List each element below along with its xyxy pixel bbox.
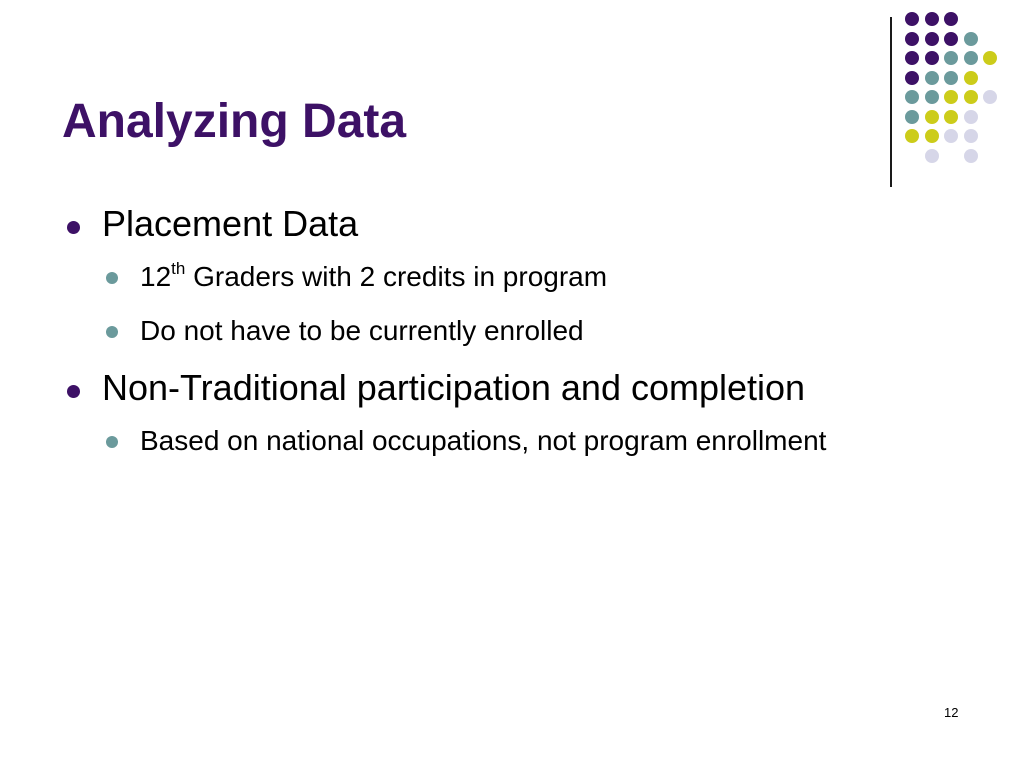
decorative-dot-purple bbox=[925, 32, 939, 46]
decorative-dot-yellow bbox=[944, 90, 958, 104]
decorative-dot-yellow bbox=[925, 110, 939, 124]
decorative-dot-grid bbox=[905, 12, 1015, 172]
sub-bullet-text-prefix: 12 bbox=[140, 261, 172, 292]
sub-bullet-dot-icon bbox=[106, 272, 118, 284]
decorative-dot-teal bbox=[925, 90, 939, 104]
title-divider-line bbox=[890, 17, 892, 187]
decorative-dot-teal bbox=[944, 51, 958, 65]
bullet-text: Placement Data bbox=[102, 203, 359, 244]
decorative-dot-purple bbox=[905, 51, 919, 65]
decorative-dot-purple bbox=[925, 12, 939, 26]
decorative-dot-lavender bbox=[944, 129, 958, 143]
ordinal-superscript: th bbox=[171, 259, 186, 278]
bullet-text: Non-Traditional participation and completion bbox=[102, 367, 806, 408]
sub-bullet-text: Based on national occupations, not program enrollment bbox=[140, 425, 827, 456]
decorative-dot-lavender bbox=[964, 149, 978, 163]
decorative-dot-purple bbox=[925, 51, 939, 65]
decorative-dot-lavender bbox=[983, 90, 997, 104]
decorative-dot-teal bbox=[905, 90, 919, 104]
decorative-dot-teal bbox=[964, 51, 978, 65]
decorative-dot-purple bbox=[905, 12, 919, 26]
bullet-dot-icon bbox=[67, 385, 80, 398]
bullet-placement-data bbox=[62, 200, 962, 248]
sub-bullet-not-enrolled bbox=[62, 310, 962, 352]
decorative-dot-yellow bbox=[983, 51, 997, 65]
bullet-list bbox=[62, 200, 962, 474]
decorative-dot-teal bbox=[925, 71, 939, 85]
sub-bullet-text: Do not have to be currently enrolled bbox=[140, 315, 584, 346]
sub-bullet-text-suffix: Graders with 2 credits in program bbox=[185, 261, 608, 292]
decorative-dot-purple bbox=[944, 32, 958, 46]
decorative-dot-teal bbox=[944, 71, 958, 85]
bullet-non-traditional bbox=[62, 364, 962, 412]
sub-bullet-dot-icon bbox=[106, 436, 118, 448]
decorative-dot-yellow bbox=[964, 71, 978, 85]
decorative-dot-purple bbox=[905, 71, 919, 85]
sub-bullet-dot-icon bbox=[106, 326, 118, 338]
sub-bullet-national-occupations bbox=[62, 420, 900, 462]
decorative-dot-purple bbox=[905, 32, 919, 46]
decorative-dot-yellow bbox=[944, 110, 958, 124]
bullet-dot-icon bbox=[67, 221, 80, 234]
decorative-dot-lavender bbox=[925, 149, 939, 163]
decorative-dot-yellow bbox=[964, 90, 978, 104]
page-number: 12 bbox=[944, 705, 959, 720]
decorative-dot-lavender bbox=[964, 129, 978, 143]
slide-title: Analyzing Data bbox=[62, 95, 407, 148]
decorative-dot-teal bbox=[964, 32, 978, 46]
decorative-dot-yellow bbox=[925, 129, 939, 143]
decorative-dot-teal bbox=[905, 110, 919, 124]
decorative-dot-yellow bbox=[905, 129, 919, 143]
decorative-dot-purple bbox=[944, 12, 958, 26]
sub-bullet-12th-graders bbox=[62, 256, 962, 298]
decorative-dot-lavender bbox=[964, 110, 978, 124]
